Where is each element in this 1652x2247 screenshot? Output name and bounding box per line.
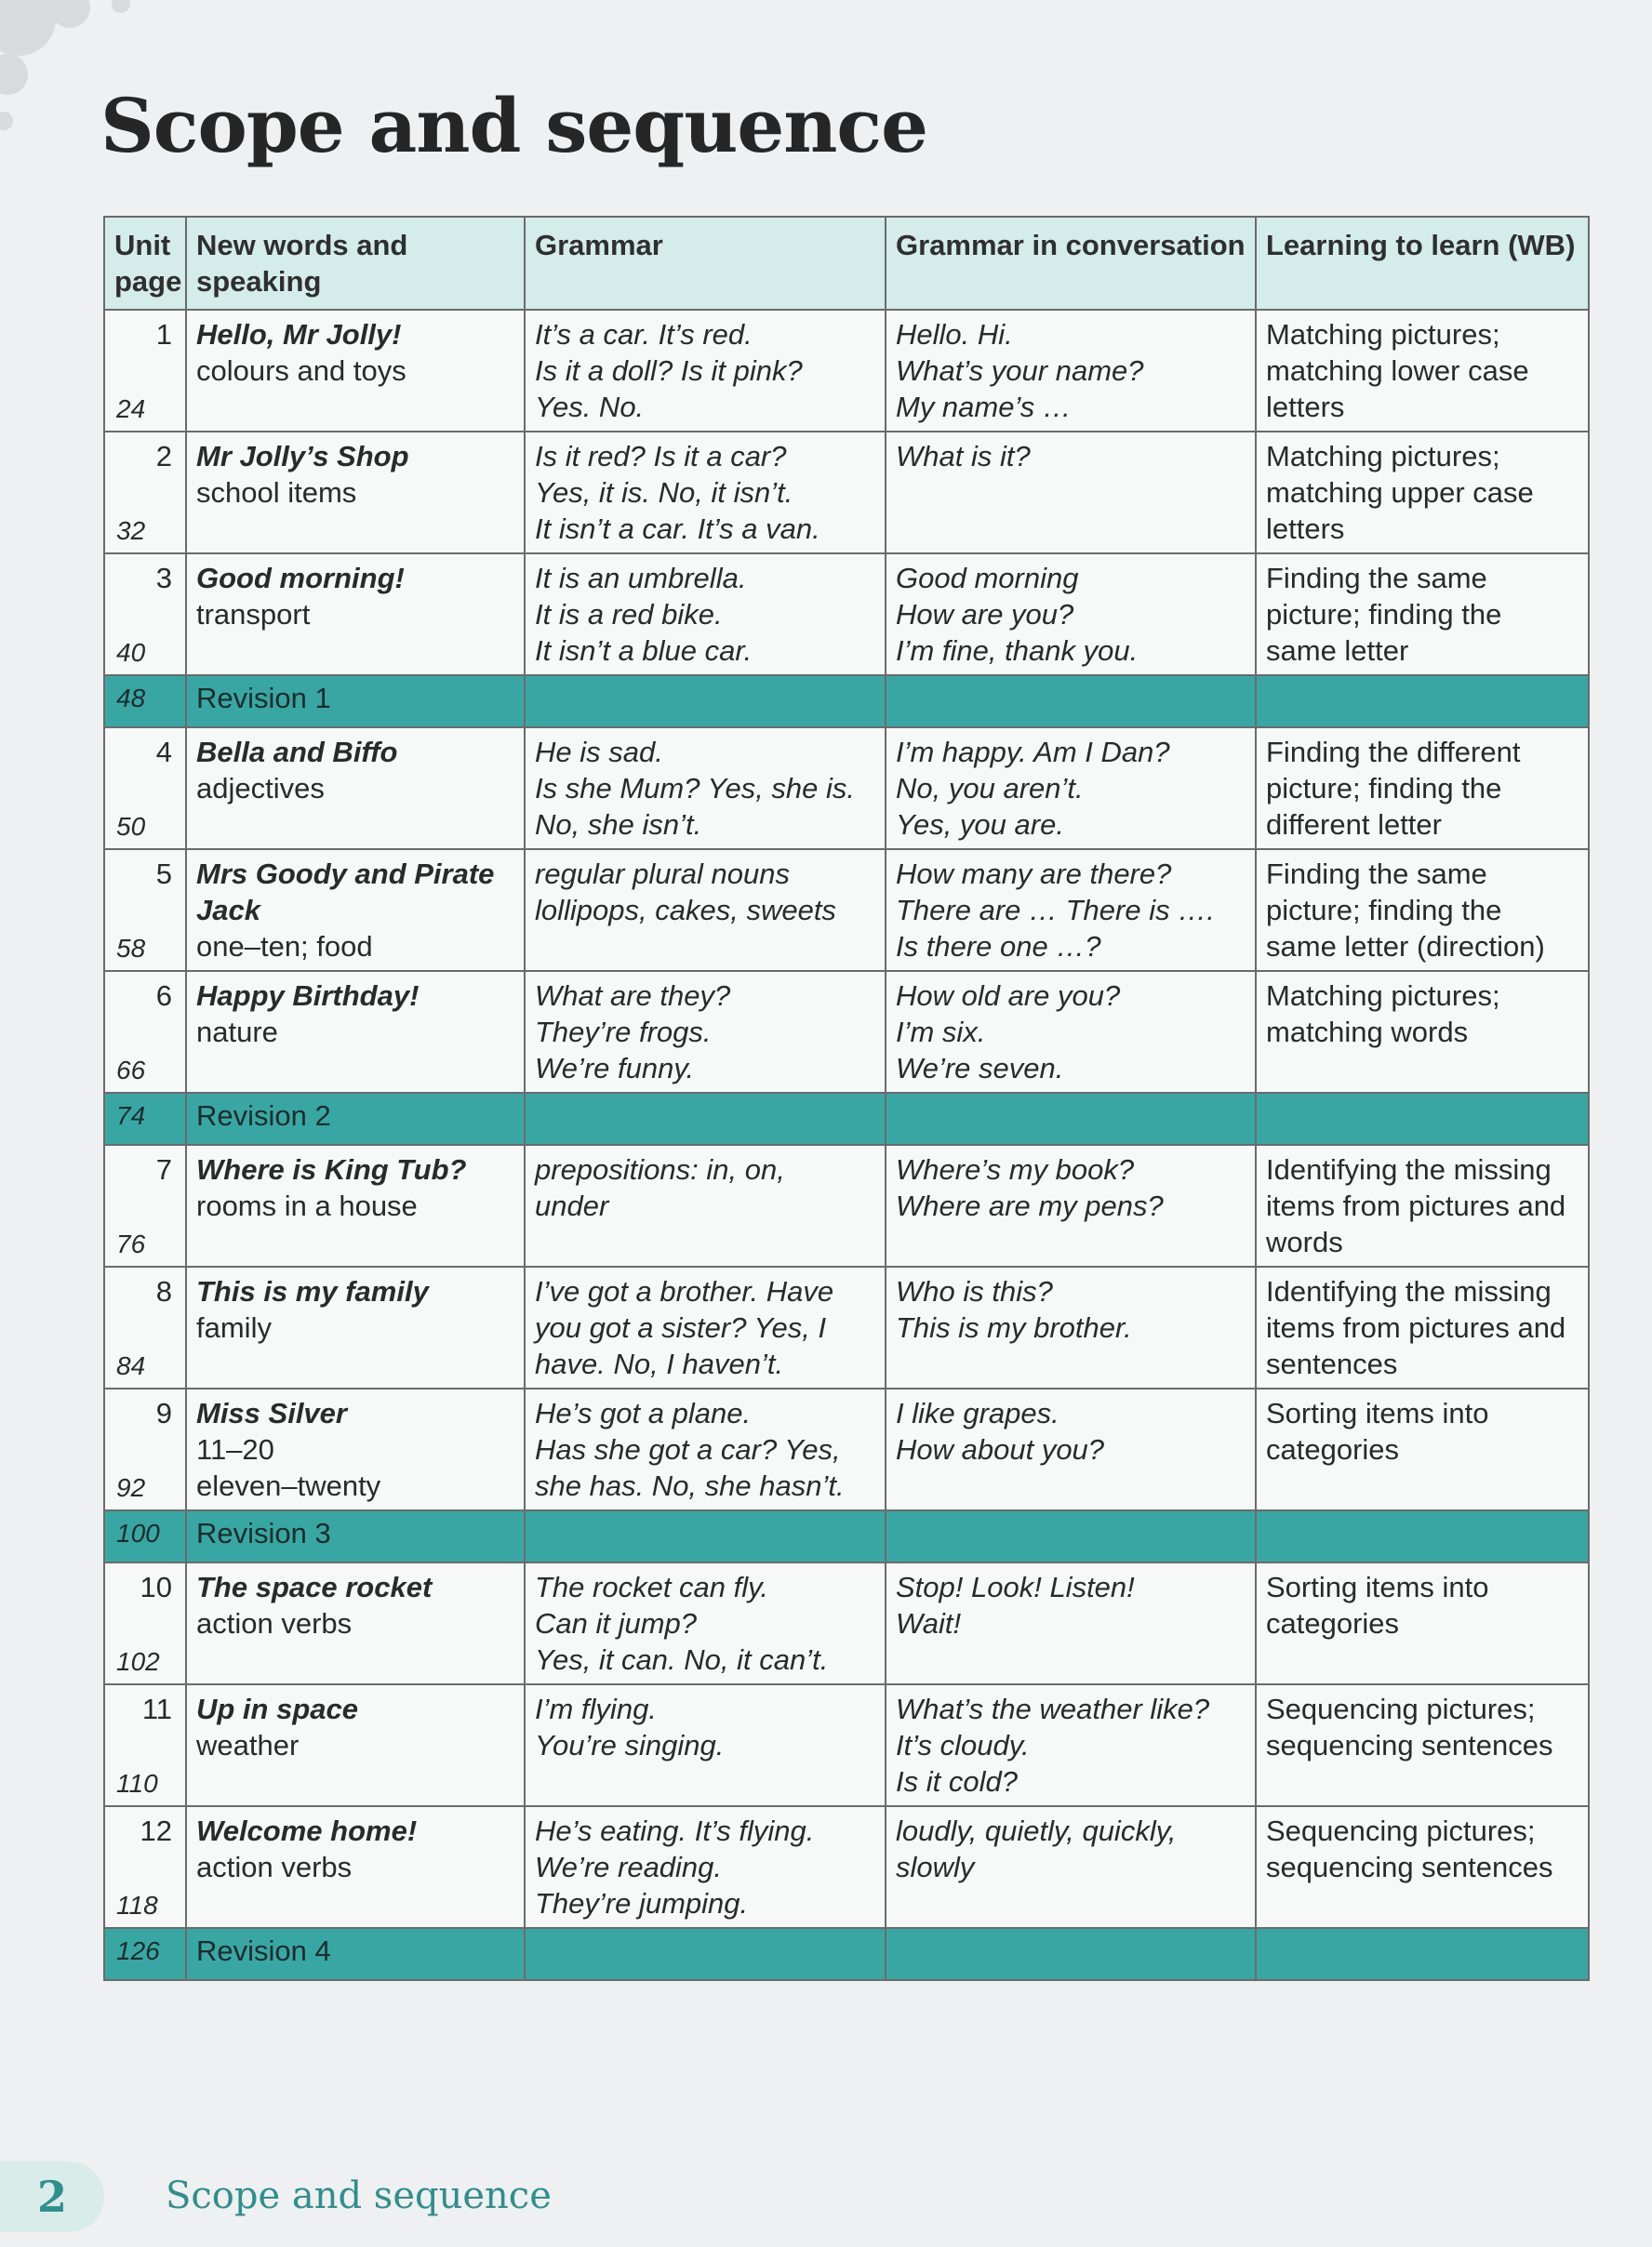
cell-line: Wait!: [896, 1607, 962, 1640]
new-words-cell: [186, 553, 525, 675]
cell-line: They’re frogs.: [535, 1016, 712, 1048]
cell-line: one–ten; food: [196, 930, 373, 963]
unit-page-number: 110: [116, 1769, 158, 1798]
cell-line: Good morning: [896, 562, 1079, 594]
unit-number: 4: [155, 736, 172, 768]
cell-line: This is my brother.: [896, 1311, 1132, 1344]
cell-line: It’s cloudy.: [896, 1729, 1030, 1762]
cell-line: How about you?: [896, 1433, 1105, 1466]
cell-line: letters: [1266, 512, 1345, 545]
table-row: [104, 1806, 1589, 1928]
learning-cell: [1256, 310, 1589, 432]
unit-title: Up in space: [196, 1693, 358, 1725]
grammar-cell: [525, 971, 886, 1093]
unit-page-number: 118: [116, 1891, 158, 1920]
cell-line: rooms in a house: [196, 1190, 418, 1222]
cell-line: you got a sister? Yes, I: [535, 1311, 827, 1344]
cell-line: What is it?: [896, 440, 1031, 472]
unit-cell: [104, 1806, 186, 1928]
header-learning-to-learn: Learning to learn (WB): [1256, 217, 1589, 310]
cell-line: matching lower case: [1266, 354, 1529, 387]
conversation-cell: [886, 727, 1256, 849]
cell-line: Yes. No.: [535, 391, 645, 423]
unit-page-number: 24: [116, 394, 146, 423]
cell-line: lollipops, cakes, sweets: [535, 894, 836, 926]
cell-line: 11–20: [196, 1433, 274, 1466]
cell-line: Is it a doll? Is it pink?: [535, 354, 803, 387]
cell-line: No, she isn’t.: [535, 808, 702, 841]
cell-line: different letter: [1266, 808, 1442, 841]
cell-line: Yes, you are.: [896, 808, 1064, 841]
cell-line: have. No, I haven’t.: [535, 1348, 784, 1380]
header-grammar: Grammar: [525, 217, 886, 310]
unit-cell: [104, 727, 186, 849]
revision-page: 126: [104, 1928, 186, 1980]
revision-empty-cell: [1256, 675, 1589, 727]
cell-line: They’re jumping.: [535, 1887, 749, 1920]
revision-page: 100: [104, 1510, 186, 1562]
unit-cell: [104, 1267, 186, 1389]
cell-line: letters: [1266, 391, 1345, 423]
unit-cell: [104, 310, 186, 432]
learning-cell: [1256, 971, 1589, 1093]
cell-line: slowly: [896, 1851, 975, 1883]
unit-title: Hello, Mr Jolly!: [196, 318, 402, 351]
revision-empty-cell: [525, 675, 886, 727]
revision-empty-cell: [886, 1093, 1256, 1145]
unit-page-number: 92: [116, 1473, 146, 1502]
revision-empty-cell: [886, 1510, 1256, 1562]
new-words-cell: [186, 1562, 525, 1684]
cell-line: Sorting items into: [1266, 1571, 1489, 1603]
cell-line: It is a red bike.: [535, 598, 723, 631]
cell-line: No, you aren’t.: [896, 772, 1084, 804]
revision-label: Revision 4: [186, 1928, 525, 1980]
cell-line: picture; finding the: [1266, 894, 1502, 926]
unit-page-number: 40: [116, 638, 146, 667]
cell-line: Sorting items into: [1266, 1397, 1489, 1429]
cell-line: What are they?: [535, 979, 731, 1012]
new-words-cell: [186, 1267, 525, 1389]
unit-number: 3: [155, 562, 172, 594]
cell-line: picture; finding the: [1266, 598, 1502, 631]
table-row: [104, 1145, 1589, 1267]
cell-line: Matching pictures;: [1266, 979, 1500, 1012]
unit-number: 9: [155, 1397, 172, 1429]
grammar-cell: [525, 849, 886, 971]
cell-line: Matching pictures;: [1266, 440, 1500, 472]
cell-line: I’m six.: [896, 1016, 986, 1048]
table-row: [104, 727, 1589, 849]
cell-line: Hello. Hi.: [896, 318, 1013, 351]
cell-line: It isn’t a car. It’s a van.: [535, 512, 820, 545]
cell-line: He’s eating. It’s flying.: [535, 1815, 815, 1847]
revision-page: 74: [104, 1093, 186, 1145]
table-row: [104, 1389, 1589, 1510]
cell-line: Yes, it can. No, it can’t.: [535, 1643, 829, 1676]
unit-number: 12: [140, 1815, 172, 1847]
cell-line: sentences: [1266, 1348, 1398, 1380]
unit-cell: [104, 432, 186, 553]
learning-cell: [1256, 1806, 1589, 1928]
unit-cell: [104, 971, 186, 1093]
new-words-cell: [186, 1145, 525, 1267]
new-words-cell: [186, 971, 525, 1093]
conversation-cell: [886, 1562, 1256, 1684]
cell-line: We’re reading.: [535, 1851, 723, 1883]
unit-cell: [104, 849, 186, 971]
cell-line: Finding the same: [1266, 562, 1487, 594]
scope-table-wrapper: [103, 216, 1590, 1967]
unit-cell: [104, 553, 186, 675]
cell-line: How old are you?: [896, 979, 1121, 1012]
revision-label: Revision 1: [186, 675, 525, 727]
cell-line: It is an umbrella.: [535, 562, 747, 594]
unit-cell: [104, 1562, 186, 1684]
cell-line: items from pictures and: [1266, 1190, 1566, 1222]
unit-cell: [104, 1145, 186, 1267]
unit-number: 10: [140, 1571, 172, 1603]
conversation-cell: [886, 553, 1256, 675]
revision-empty-cell: [1256, 1928, 1589, 1980]
cell-line: action verbs: [196, 1851, 353, 1883]
conversation-cell: [886, 849, 1256, 971]
unit-page-number: 66: [116, 1056, 146, 1084]
cell-line: she has. No, she hasn’t.: [535, 1469, 845, 1502]
learning-cell: [1256, 1684, 1589, 1806]
cell-line: Who is this?: [896, 1275, 1053, 1308]
learning-cell: [1256, 553, 1589, 675]
cell-line: There are … There is ….: [896, 894, 1215, 926]
cell-line: Finding the different: [1266, 736, 1521, 768]
table-row: [104, 1267, 1589, 1389]
cell-line: items from pictures and: [1266, 1311, 1566, 1344]
cell-line: Finding the same: [1266, 858, 1487, 890]
cell-line: school items: [196, 476, 357, 509]
cell-line: I like grapes.: [896, 1397, 1059, 1429]
learning-cell: [1256, 1267, 1589, 1389]
unit-number: 1: [155, 318, 172, 351]
revision-row: [104, 1928, 1589, 1980]
table-row: [104, 1684, 1589, 1806]
header-unit-page: Unit page: [104, 217, 186, 310]
cell-line: same letter: [1266, 634, 1409, 667]
revision-empty-cell: [525, 1928, 886, 1980]
cell-line: Is she Mum? Yes, she is.: [535, 772, 856, 804]
grammar-cell: [525, 310, 886, 432]
new-words-cell: [186, 432, 525, 553]
cell-line: picture; finding the: [1266, 772, 1502, 804]
cell-line: matching upper case: [1266, 476, 1534, 509]
unit-title: Miss Silver: [196, 1397, 347, 1429]
cell-line: family: [196, 1311, 272, 1344]
cell-line: colours and toys: [196, 354, 406, 387]
cell-line: How are you?: [896, 598, 1074, 631]
cell-line: He is sad.: [535, 736, 663, 768]
cell-line: It’s a car. It’s red.: [535, 318, 753, 351]
unit-title: Mrs Goody and Pirate Jack: [196, 858, 495, 926]
unit-page-number: 102: [116, 1647, 160, 1676]
cell-line: Identifying the missing: [1266, 1275, 1552, 1308]
cell-line: sequencing sentences: [1266, 1851, 1553, 1883]
cell-line: Has she got a car? Yes,: [535, 1433, 841, 1466]
grammar-cell: [525, 1389, 886, 1510]
cell-line: sequencing sentences: [1266, 1729, 1553, 1762]
cell-line: transport: [196, 598, 311, 631]
unit-title: Welcome home!: [196, 1815, 418, 1847]
learning-cell: [1256, 1562, 1589, 1684]
conversation-cell: [886, 432, 1256, 553]
cell-line: Matching pictures;: [1266, 318, 1500, 351]
learning-cell: [1256, 727, 1589, 849]
table-header-row: [104, 217, 1589, 310]
grammar-cell: [525, 432, 886, 553]
page-number: 2: [0, 2161, 104, 2232]
new-words-cell: [186, 310, 525, 432]
unit-page-number: 50: [116, 812, 146, 841]
cell-line: We’re seven.: [896, 1052, 1064, 1084]
new-words-cell: [186, 1806, 525, 1928]
cell-line: My name’s …: [896, 391, 1072, 423]
cell-line: What’s your name?: [896, 354, 1144, 387]
conversation-cell: [886, 310, 1256, 432]
learning-cell: [1256, 432, 1589, 553]
table-row: [104, 553, 1589, 675]
cell-line: under: [535, 1190, 609, 1222]
cell-line: Can it jump?: [535, 1607, 698, 1640]
new-words-cell: [186, 727, 525, 849]
unit-title: Mr Jolly’s Shop: [196, 440, 409, 472]
cell-line: regular plural nouns: [535, 858, 791, 890]
cell-line: We’re funny.: [535, 1052, 695, 1084]
grammar-cell: [525, 1684, 886, 1806]
unit-page-number: 76: [116, 1230, 146, 1258]
new-words-cell: [186, 1389, 525, 1510]
cell-line: Yes, it is. No, it isn’t.: [535, 476, 793, 509]
cell-line: Sequencing pictures;: [1266, 1815, 1536, 1847]
unit-page-number: 84: [116, 1351, 146, 1380]
cell-line: It isn’t a blue car.: [535, 634, 753, 667]
cell-line: How many are there?: [896, 858, 1172, 890]
new-words-cell: [186, 849, 525, 971]
revision-row: [104, 1093, 1589, 1145]
header-grammar-in-conversation: Grammar in conversation: [886, 217, 1256, 310]
table-row: [104, 1562, 1589, 1684]
cell-line: categories: [1266, 1607, 1400, 1640]
revision-page: 48: [104, 675, 186, 727]
unit-title: Where is King Tub?: [196, 1153, 467, 1186]
grammar-cell: [525, 1562, 886, 1684]
learning-cell: [1256, 849, 1589, 971]
grammar-cell: [525, 1145, 886, 1267]
cell-line: nature: [196, 1016, 278, 1048]
revision-empty-cell: [1256, 1093, 1589, 1145]
conversation-cell: [886, 1389, 1256, 1510]
footer-section-title: Scope and sequence: [166, 2174, 552, 2217]
cell-line: I’m happy. Am I Dan?: [896, 736, 1170, 768]
revision-label: Revision 3: [186, 1510, 525, 1562]
cell-line: Where are my pens?: [896, 1190, 1164, 1222]
cell-line: eleven–twenty: [196, 1469, 381, 1502]
table-row: [104, 310, 1589, 432]
unit-number: 7: [155, 1153, 172, 1186]
revision-empty-cell: [525, 1510, 886, 1562]
unit-cell: [104, 1389, 186, 1510]
unit-number: 5: [155, 858, 172, 890]
table-row: [104, 432, 1589, 553]
cell-line: I’m flying.: [535, 1693, 657, 1725]
unit-title: This is my family: [196, 1275, 429, 1308]
cell-line: Sequencing pictures;: [1266, 1693, 1536, 1725]
cell-line: Stop! Look! Listen!: [896, 1571, 1135, 1603]
header-new-words: New words and speaking: [186, 217, 525, 310]
cell-line: He’s got a plane.: [535, 1397, 752, 1429]
cell-line: Identifying the missing: [1266, 1153, 1552, 1186]
grammar-cell: [525, 553, 886, 675]
cell-line: Where’s my book?: [896, 1153, 1135, 1186]
unit-number: 8: [155, 1275, 172, 1308]
cell-line: I’m fine, thank you.: [896, 634, 1139, 667]
grammar-cell: [525, 1267, 886, 1389]
unit-title: Good morning!: [196, 562, 405, 594]
unit-title: Happy Birthday!: [196, 979, 420, 1012]
revision-label: Revision 2: [186, 1093, 525, 1145]
cell-line: matching words: [1266, 1016, 1469, 1048]
revision-empty-cell: [525, 1093, 886, 1145]
grammar-cell: [525, 727, 886, 849]
revision-empty-cell: [1256, 1510, 1589, 1562]
cell-line: prepositions: in, on,: [535, 1153, 785, 1186]
unit-number: 2: [155, 440, 172, 472]
revision-empty-cell: [886, 1928, 1256, 1980]
table-row: [104, 971, 1589, 1093]
conversation-cell: [886, 1145, 1256, 1267]
unit-title: The space rocket: [196, 1571, 433, 1603]
learning-cell: [1256, 1389, 1589, 1510]
cell-line: Is it red? Is it a car?: [535, 440, 787, 472]
cell-line: Is there one …?: [896, 930, 1101, 963]
conversation-cell: [886, 971, 1256, 1093]
scope-table: [103, 216, 1590, 1981]
grammar-cell: [525, 1806, 886, 1928]
unit-number: 11: [141, 1693, 172, 1725]
unit-page-number: 58: [116, 934, 146, 963]
cell-line: Is it cold?: [896, 1765, 1018, 1798]
cell-line: categories: [1266, 1433, 1400, 1466]
unit-number: 6: [155, 979, 172, 1012]
learning-cell: [1256, 1145, 1589, 1267]
page-title: Scope and sequence: [100, 82, 928, 169]
unit-cell: [104, 1684, 186, 1806]
cell-line: loudly, quietly, quickly,: [896, 1815, 1177, 1847]
conversation-cell: [886, 1267, 1256, 1389]
cell-line: weather: [196, 1729, 300, 1762]
revision-row: [104, 1510, 1589, 1562]
cell-line: What’s the weather like?: [896, 1693, 1210, 1725]
cell-line: action verbs: [196, 1607, 353, 1640]
table-row: [104, 849, 1589, 971]
conversation-cell: [886, 1684, 1256, 1806]
unit-title: Bella and Biffo: [196, 736, 398, 768]
table-body: [104, 310, 1589, 1980]
cell-line: The rocket can fly.: [535, 1571, 768, 1603]
cell-line: adjectives: [196, 772, 325, 804]
cell-line: words: [1266, 1226, 1343, 1258]
revision-empty-cell: [886, 675, 1256, 727]
cell-line: I’ve got a brother. Have: [535, 1275, 834, 1308]
cell-line: You’re singing.: [535, 1729, 725, 1762]
revision-row: [104, 675, 1589, 727]
conversation-cell: [886, 1806, 1256, 1928]
cell-line: same letter (direction): [1266, 930, 1545, 963]
unit-page-number: 32: [116, 516, 146, 545]
new-words-cell: [186, 1684, 525, 1806]
